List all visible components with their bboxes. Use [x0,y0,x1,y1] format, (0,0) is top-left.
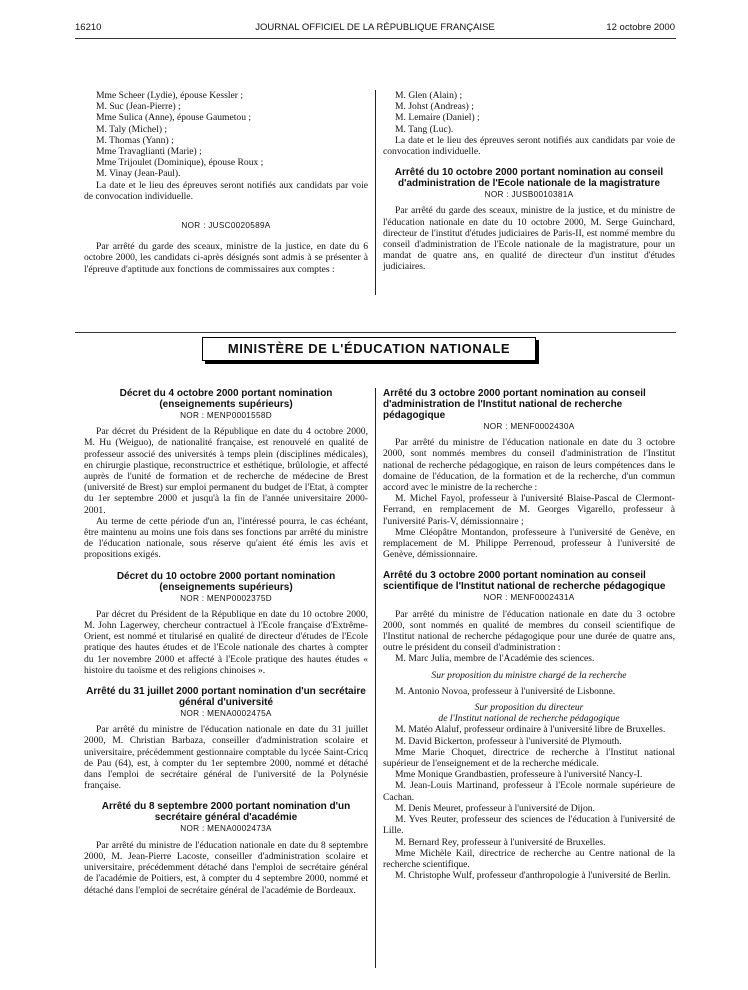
list-item: M. Tang (Luc). [395,123,454,135]
body-paragraph: Par décret du Président de la République en date du 4 octobre 2000, M. Hu (Weiguo), de nationalité française, est renouvelé en qualité de professeur associé des universités à temps plein (disciplines médicales), en chirurgie plastique, reconstructrice et esthétique, brûlologie, et affecté auprès de l'unité de formation et de recherche de médecine de Brest (université de Brest) sur emploi permanent du budget de l'Etat, à compter du 1er septembre 2000 et jusqu'à la fin de l'année universitaire 2000-2001. [84,426,368,516]
nor-reference: NOR : MENA0002473A [180,824,272,834]
list-item: M. Yves Reuter, professeur des sciences de l'éducation à l'université de Lille. [383,814,675,837]
page-header [75,22,675,36]
section-title: Décret du 4 octobre 2000 portant nomination (enseignements supérieurs) [119,388,333,410]
bottom-right-column [383,388,675,881]
page-number: 16210 [75,22,102,33]
closing-paragraph: La date et le lieu des épreuves seront notifiés aux candidats par voie de convocation individuelle. [383,134,675,158]
section-title: Arrêté du 3 octobre 2000 portant nomination au conseil scientifique de l'Institut national de recherche pédagogique [383,570,666,593]
body-paragraph: M. Antonio Novoa, professeur à l'université de Lisbonne. [395,685,616,697]
list-item: M. Thomas (Yann) ; [96,134,174,146]
body-paragraph: Par arrêté du ministre de l'éducation nationale en date du 31 juillet 2000, M. Christian Barbaza, conseiller d'administration scolaire et universitaire, précédemment gestionnaire comptable du lycée Saint-Cricq de Pau (64), est, à compter du 1er septembre 2000, nommé et détaché dans l'emploi de secrétaire général de l'université de la Polynésie française. [84,724,368,792]
list-item: Mme Scheer (Lydie), épouse Kessler ; [96,90,244,101]
body-paragraph: Par décret du Président de la République en date du 10 octobre 2000, M. John Lagerwey, chercheur contractuel à l'Ecole française d'Extrême-Orient, est nommé et titularisé en qualité de directeur d'études de l'Ecole pratique des hautes études et de l'Ecole nationale des chartes à compter du 1er novembre 2000 et affecté à l'Ecole pratique des hautes études « histoire du taoïsme et des religions chinoises ». [84,608,368,676]
body-paragraph: Mme Cléopâtre Montandon, professeure à l'université de Genève, en remplacement de M. Philippe Perrenoud, professeur à l'université de Genève, démissionnaire. [383,526,675,561]
section-title: Arrêté du 3 octobre 2000 portant nomination au conseil d'administration de l'Institut national de recherche pédagogique [383,388,646,421]
list-item: Mme Travaglianti (Marie) ; [96,146,202,158]
body-paragraph: Par arrêté du ministre de l'éducation nationale en date du 3 octobre 2000, sont nommés en qualité de membres du conseil scientifique de l'Institut national de recherche pédagogique pour une durée de quatre ans, outre le président du conseil d'administration : [383,608,675,654]
body-paragraph: M. Marc Julia, membre de l'Académie des sciences. [395,653,595,665]
list-item: M. David Bickerton, professeur à l'université de Plymouth. [395,735,622,747]
subheading: de l'Institut national de recherche pédagogique [438,713,620,725]
list-item: M. Jean-Louis Martinand, professeur à l'Ecole normale supérieure de Cachan. [383,780,675,803]
closing-paragraph: La date et le lieu des épreuves seront notifiés aux candidats par voie de convocation individuelle. [84,179,368,202]
issue-date: 12 octobre 2000 [606,22,675,33]
nor-reference: NOR : MENF0002431A [483,593,575,603]
nor-reference: NOR : JUSB0010381A [484,190,574,200]
banner-rule [75,332,676,333]
list-item: Mme Monique Grandbastien, professeure à l'université Nancy-I. [395,769,643,781]
list-item: M. Matéo Alaluf, professeur ordinaire à l'université libre de Bruxelles. [395,724,666,736]
list-item: M. Suc (Jean-Pierre) ; [96,101,181,113]
list-item: M. Bernard Rey, professeur à l'université de Bruxelles. [395,836,606,848]
section-title: Décret du 10 octobre 2000 portant nomination (enseignements supérieurs) [116,570,336,593]
bottom-left-column [84,388,368,896]
top-left-column [84,90,368,275]
body-paragraph: Par arrêté du garde des sceaux, ministre de la justice, en date du 6 octobre 2000, les candidats ci-après désignés sont admis à se présenter à l'épreuve d'aptitude aux fonctions de commissaires aux comptes : [84,241,368,275]
list-item: M. Christophe Wulf, professeur d'anthropologie à l'université de Berlin. [395,870,671,882]
nor-reference: NOR : MENA0002475A [180,709,272,719]
subheading: Sur proposition du directeur [474,702,584,714]
section-title: Arrêté du 8 septembre 2000 portant nomination d'un secrétaire général d'académie [101,801,351,824]
list-item: M. Glen (Alain) ; [395,90,463,101]
body-paragraph: Au terme de cette période d'un an, l'intéressé pourra, le cas échéant, être maintenu au moins une fois dans ses fonctions par arrêté du ministre de l'éducation nationale, sous réserve qu'aient été émis les avis et propositions exigés. [84,515,368,561]
list-item: M. Lemaire (Daniel) ; [395,112,480,124]
list-item: M. Johst (Andreas) ; [395,101,474,113]
nor-reference: NOR : MENF0002430A [483,422,575,431]
ministry-banner: MINISTÈRE DE L'ÉDUCATION NATIONALE [202,337,536,361]
header-rule [75,38,676,39]
list-item: M. Denis Meuret, professeur à l'université de Dijon. [395,802,595,814]
list-item: Mme Marie Choquet, directrice de recherche à l'Institut national supérieur de l'enseignement et de la recherche médicale. [383,746,675,770]
section-title: Arrêté du 31 juillet 2000 portant nomination d'un secrétaire général d'université [86,686,366,709]
list-item: M. Vinay (Jean-Paul). [96,168,181,180]
subheading: Sur proposition du ministre chargé de la recherche [431,669,627,681]
top-right-column [383,90,675,273]
column-divider [375,388,376,968]
nor-reference: NOR : MENP0001558D [180,411,272,420]
list-item: Mme Sulica (Anne), épouse Gaumetou ; [96,112,252,124]
nor-reference: NOR : MENP0002375D [180,593,272,603]
body-paragraph: Par arrêté du ministre de l'éducation nationale en date du 3 octobre 2000, sont nommés membres du conseil d'administration de l'Institut national de recherche pédagogique, en raison de leurs compétences dans le domaine de l'éducation, de la formation et de la recherche, d'un commun accord avec le ministre de la recherche : [383,437,675,494]
journal-title: JOURNAL OFFICIEL DE LA RÉPUBLIQUE FRANÇAISE [255,22,495,33]
list-item: Mme Michèle Kail, directrice de recherche au Centre national de la recherche scientifique. [383,847,675,870]
body-paragraph: Par arrêté du garde des sceaux, ministre de la justice, et du ministre de l'éducation nationale en date du 10 octobre 2000, M. Serge Guinchard, directeur de l'institut d'études judiciaires de Paris-II, est nommé membre du conseil d'administration de l'Ecole nationale de la magistrature, pour un mandat de quatre ans, en qualité de directeur d'un institut d'études judiciaires. [383,205,675,273]
column-divider [375,90,376,295]
body-paragraph: M. Michel Fayol, professeur à l'université Blaise-Pascal de Clermont-Ferrand, en remplacement de M. Georges Vigarello, professeur à l'université Paris-V, démissionnaire ; [383,493,675,527]
list-item: Mme Trijoulet (Dominique), épouse Roux ; [96,157,264,169]
list-item: M. Taly (Michel) ; [96,123,168,135]
body-paragraph: Par arrêté du ministre de l'éducation nationale en date du 8 septembre 2000, M. Jean-Pierre Lacoste, conseiller d'administration scolaire et universitaire, précédemment détaché dans l'emploi de secrétaire général de l'académie de Poitiers, est, à compter du 4 septembre 2000, nommé et détaché dans l'emploi de secrétaire général de l'académie de Bordeaux. [84,839,368,896]
nor-reference: NOR : JUSC0020589A [181,221,271,231]
section-title: Arrêté du 10 octobre 2000 portant nomination au conseil d'administration de l'Ecole nationale de la magistrature [394,167,664,190]
